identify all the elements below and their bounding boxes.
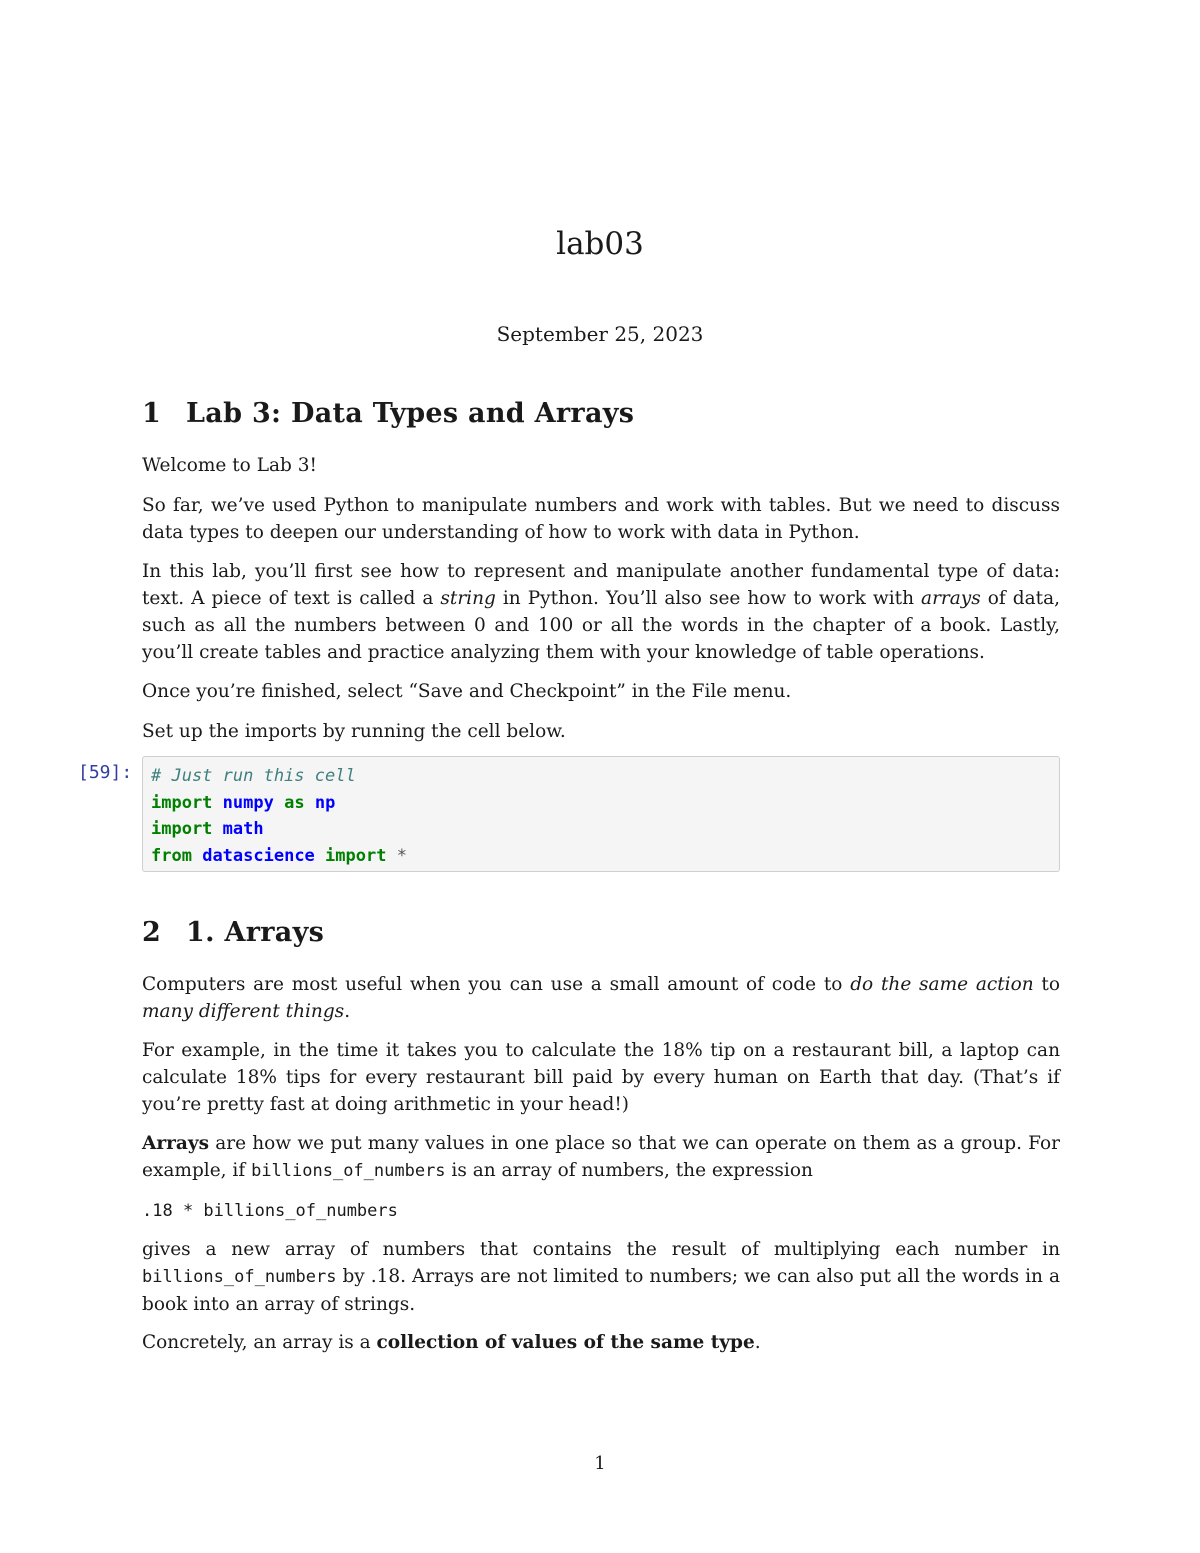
- section-1: [142, 398, 1060, 429]
- code-cell[interactable]: [142, 756, 1060, 872]
- code-line-import-math: import math: [151, 819, 264, 839]
- computers-paragraph: Computers are most useful when you can use a small amount of code to do the same action to many different things.: [142, 974, 1061, 1022]
- document-title: lab03: [556, 226, 644, 262]
- section-2: [142, 917, 1060, 948]
- so-far-paragraph: So far, we’ve used Python to manipulate numbers and work with tables. But we need to discuss data types to deepen our understanding of how to work with data in Python.: [142, 495, 1060, 543]
- section-2-heading: [142, 917, 1060, 948]
- section-2-number: 2: [142, 917, 162, 948]
- emphasis-string: string: [440, 588, 496, 609]
- setup-paragraph: Set up the imports by running the cell below.: [142, 721, 566, 742]
- section-1-heading: [142, 398, 1060, 429]
- finish-paragraph: Once you’re finished, select “Save and Checkpoint” in the File menu.: [142, 681, 792, 702]
- arrays-paragraph: Arrays are how we put many values in one place so that we can operate on them as a group. For example, if billions_of_numbers is an array of numbers, the expression: [142, 1133, 1060, 1181]
- expression-line: .18 * billions_of_numbers: [142, 1201, 398, 1221]
- welcome-paragraph: Welcome to Lab 3!: [142, 455, 317, 476]
- gives-paragraph: gives a new array of numbers that contains the result of multiplying each number in billions_of_numbers by .18. Arrays are not limited to numbers; we can also put all the words in a book into an array of strings.: [142, 1239, 1060, 1315]
- code-line-import-numpy: import numpy as np: [151, 792, 336, 813]
- document-date: September 25, 2023: [496, 322, 704, 346]
- inline-code-billions: billions_of_numbers: [251, 1161, 446, 1181]
- section-2-title: 1. Arrays: [186, 917, 325, 948]
- emphasis-arrays: arrays: [921, 588, 981, 609]
- page-number: 1: [594, 1453, 606, 1474]
- section-1-number: 1: [142, 398, 162, 429]
- cell-prompt: [59]:: [78, 762, 133, 783]
- inline-code-billions-2: billions_of_numbers: [142, 1267, 337, 1287]
- concretely-paragraph: Concretely, an array is a collection of values of the same type.: [142, 1332, 761, 1353]
- lab-intro-paragraph: In this lab, you’ll first see how to represent and manipulate another fundamental type of data: text. A piece of text is called a string in Python. You’ll also see how to work with arrays of data, such as all the numbers between 0 and 100 or all the words in the chapter of a book. Lastly, you’ll create tables and practice analyzing them with your knowledge of table operations.: [142, 561, 1061, 663]
- code-line-comment: # Just run this cell: [151, 766, 356, 786]
- section-1-title: Lab 3: Data Types and Arrays: [186, 398, 635, 429]
- code-line-import-datascience: from datascience import *: [151, 845, 407, 866]
- example-paragraph: For example, in the time it takes you to calculate the 18% tip on a restaurant bill, a laptop can calculate 18% tips for every restaurant bill paid by every human on Earth that day. (That’s if you’re pretty fast at doing arithmetic in your head!): [142, 1040, 1060, 1115]
